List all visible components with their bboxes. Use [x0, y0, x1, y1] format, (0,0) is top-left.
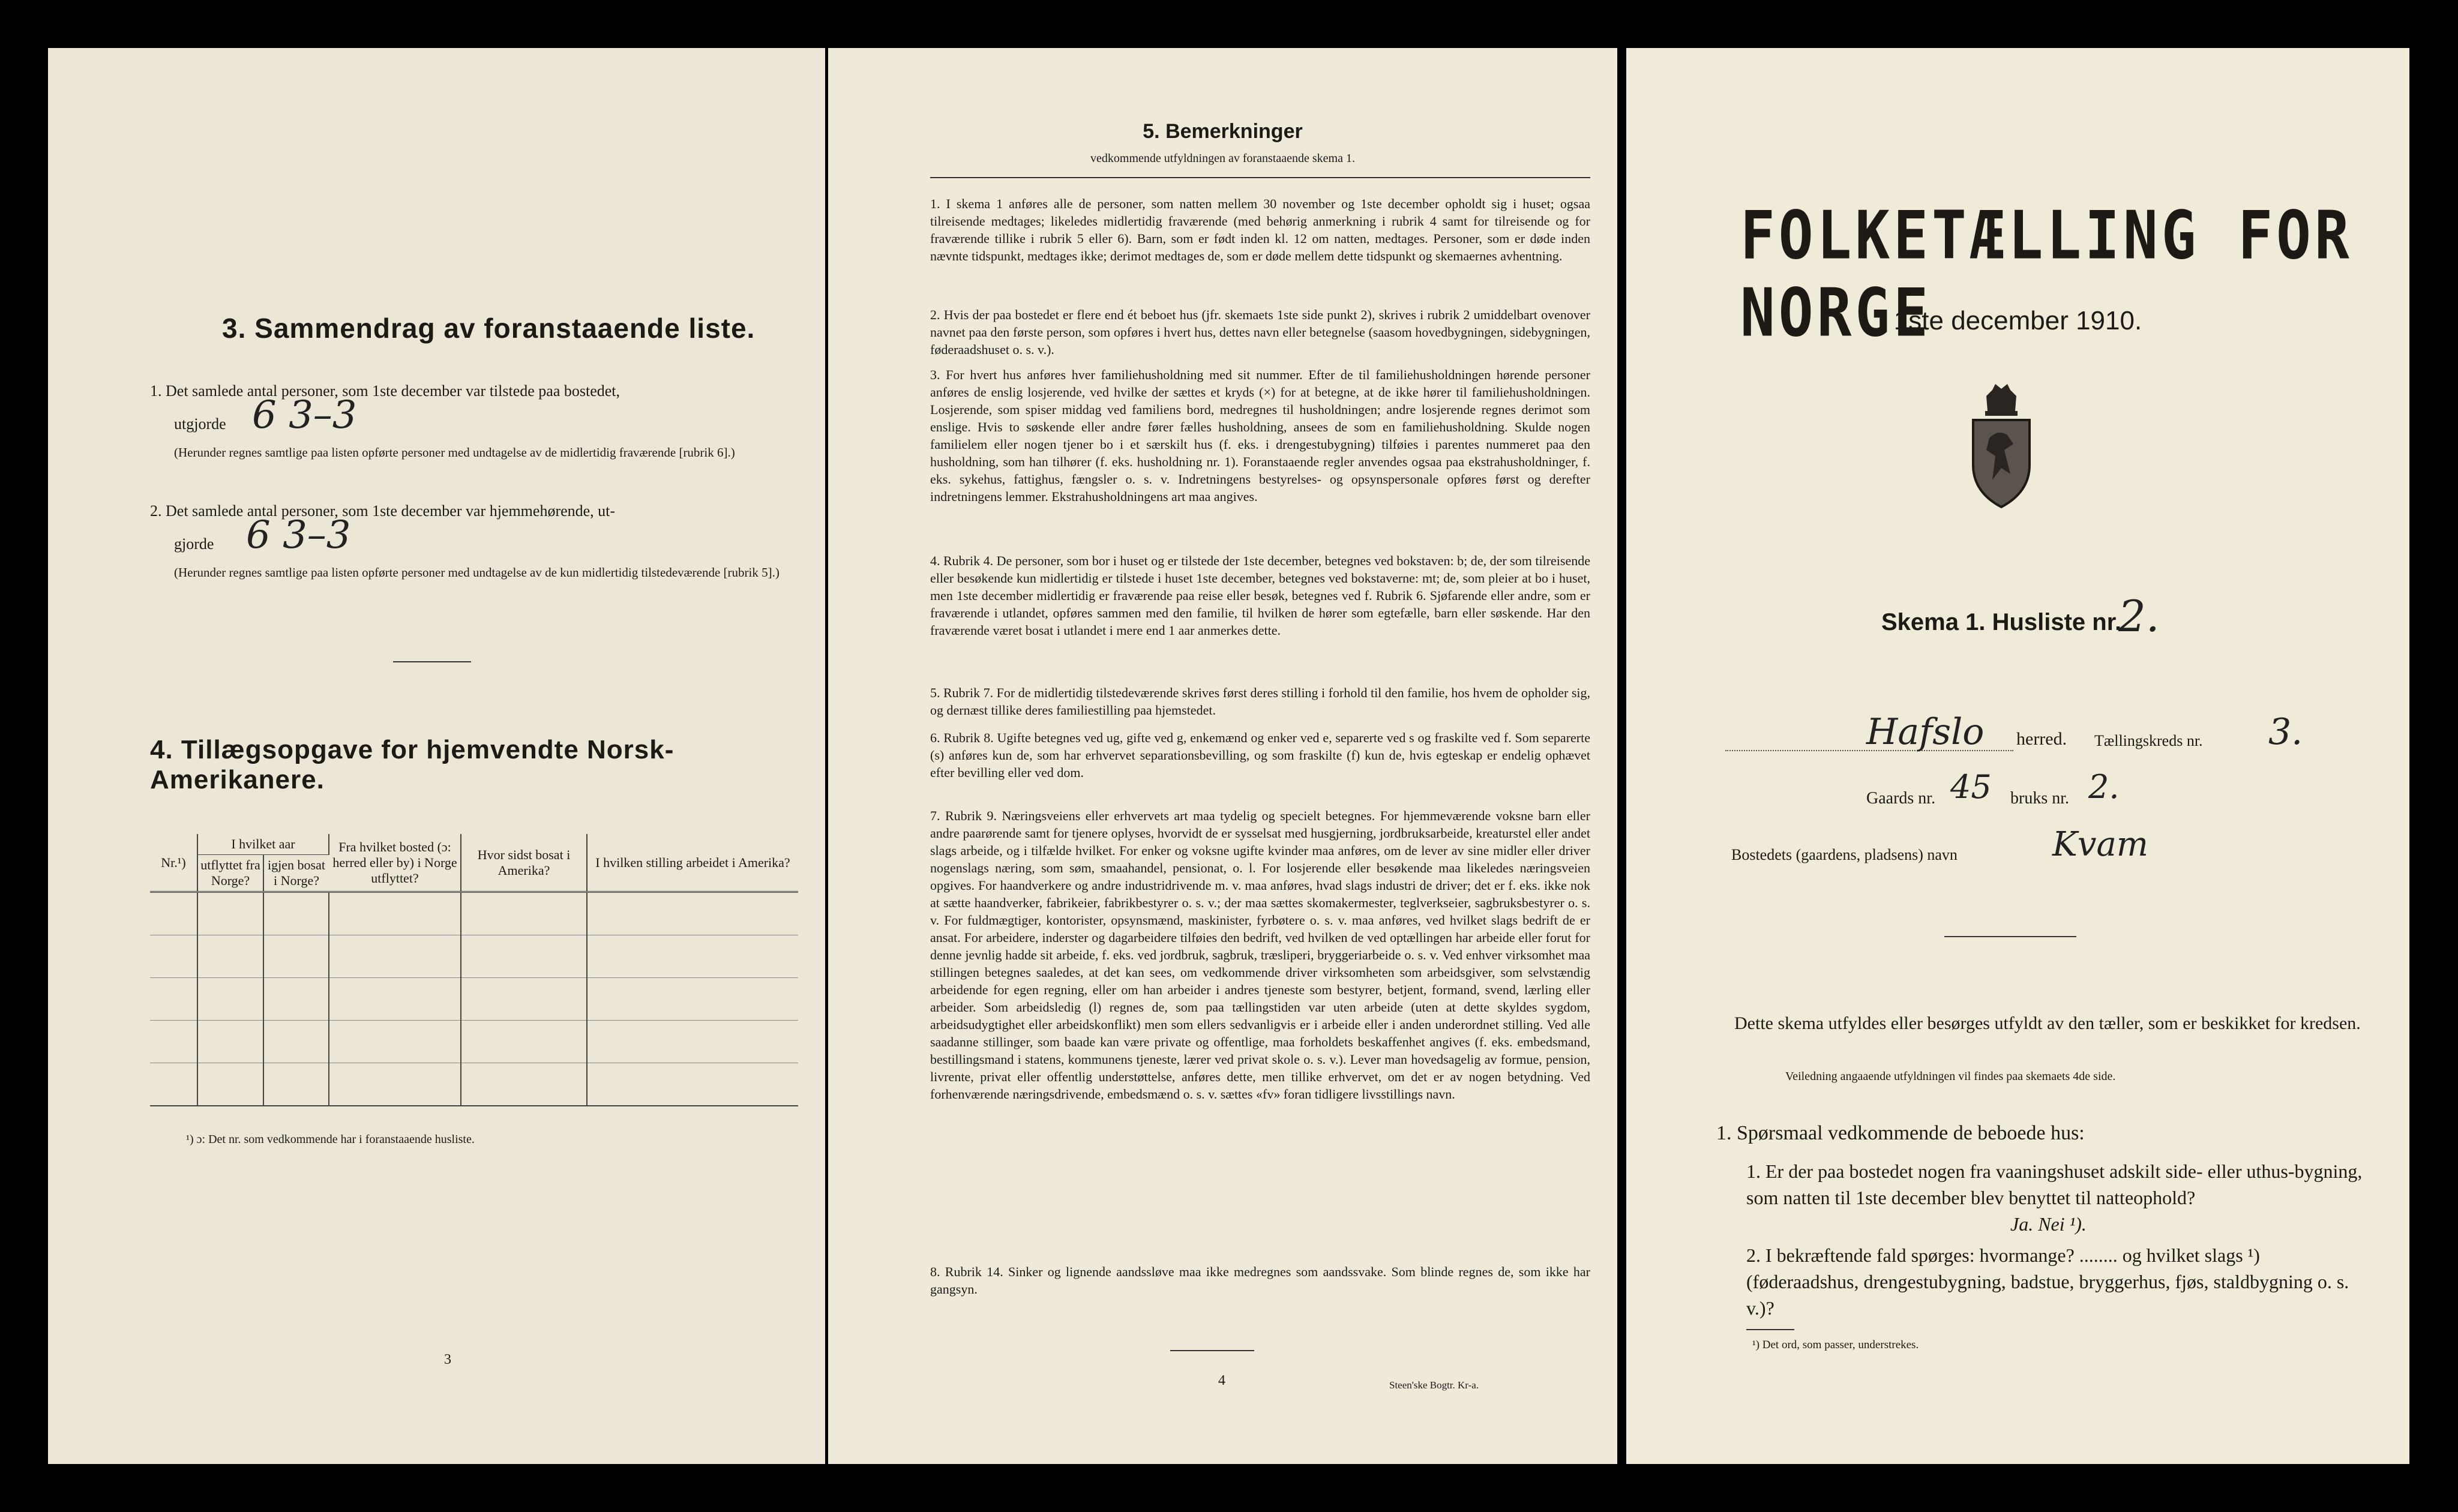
- item2-handwritten-value: 6 3–3: [246, 513, 351, 557]
- gaards-value: 45: [1950, 768, 1992, 806]
- question-1: 1. Er der paa bostedet nogen fra vaaningshuset adskilt side- eller uthus-bygning, som natten til 1ste december blev benyttet til natteophold?: [1746, 1160, 2363, 1208]
- page-middle: [828, 48, 1617, 1464]
- instruction-2: Veiledning angaaende utfyldningen vil findes paa skemaets 4de side.: [1785, 1070, 2116, 1083]
- page-number: 3: [444, 1352, 451, 1367]
- page-number: 4: [1218, 1373, 1225, 1388]
- question-section-title: 1. Spørsmaal vedkommende de beboede hus:: [1716, 1122, 2085, 1144]
- item2-note: (Herunder regnes samtlige paa listen opførte personer med undtagelse av de kun midlertidig tilstedeværende [rubrik 5].): [174, 565, 780, 580]
- note-3: 3. For hvert hus anføres hver familiehusholdning med sit nummer. Efter de til familiehusholdningen hørende personer anføres de enslig losjerende, ved hvilke der sættes et kryds (×) for at betegne, at de ikke hører til familiehusholdningen. Losjerende, som spiser middag ved familiens bord, medregnes til husholdningen; andre losjerende regnes derimot som enslige. Hvis to søskende eller andre fører fælles husholdning, ansees de som en familiehusholdning. Skulde nogen familielem eller nogen tjener bo i et særskilt hus (f. eks. i drengestubygning) tilføies i parentes nummeret paa den husholdning, som han tilhører (f. eks. husholdning nr. 1). Foranstaaende regler anvendes ogsaa paa ekstrahusholdninger, f. eks. sykehus, fattighus, fængsler o. s. v. Indretningens bestyrelses- og opsynspersonale opføres først og derefter indretningens lemmer. Ekstrahusholdningens art maa angives.: [930, 367, 1590, 504]
- note-1: 1. I skema 1 anføres alle de personer, som natten mellem 30 november og 1ste december opholdt sig i huset; ogsaa tilreisende medtages; likeledes midlertidig fraværende (med behørig anmerkning i rubrik 4 samt for tilreisende og for fraværende tillike i rubrik 5 eller 6). Barn, som er født inden kl. 12 om natten, medtages. Personer, som er døde inden nævnte tidspunkt, medtages ikke; derimot medtages de, som er døde mellem dette tidspunkt og skemaernes avhentning.: [930, 196, 1590, 263]
- gaards-label: Gaards nr.: [1866, 789, 1936, 808]
- printer-mark: Steen'ske Bogtr. Kr-a.: [1389, 1379, 1479, 1391]
- note-7: 7. Rubrik 9. Næringsveiens eller erhvervets art maa tydelig og specielt betegnes. For hjemmeværende voksne barn eller andre paarørende samt for tjenere oplyses, hvorvidt de er sysselsat med husgjerning, jordbruksarbeide, kreaturstel eller andet slags arbeide, og i tilfælde hvilket. For enker og voksne ugifte kvinder maa anføres, om de lever av sine midler eller driver nogenslags næring, som søm, smaahandel, pensionat, o. l. For losjerende eller besøkende maa likeledes næringsveien opgives. For haandverkere og andre industridrivende m. v. maa anføres, hvad slags industri de driver; det er f. eks. ikke nok at sætte haandverker, fabrikeier, fabrikbestyrer o. s. v.; der maa sættes skomakermester, teglverkseier, sagbruksbestyrer o. s. v. For fuldmægtiger, kontorister, opsynsmænd, maskinister, fyrbøtere o. s. v. maa anføres, ved hvilket slags bedrift de er ansat. For arbeidere, inderster og dagarbeidere tilføies den bedrift, ved hvilken de ved optællingen har arbeide eller forut for denne jevnlig hadde sit arbeide, f. eks. ved jordbruk, sagbruk, træsliperi, bryggeriarbeide o. s. v. Ved enhver virksomhet maa stillingen betegnes saaledes, at det kan sees, om vedkommende driver virksomheten som arbeidsgiver, som selvstændig arbeidende for egen regning, eller om han arbeider i andres tjeneste som bestyrer, betjent, formand, svend, lærling eller arbeider. Som arbeidsledig (l) regnes de, som paa tællingstiden var uten arbeide (uten at dette skyldes sygdom, arbeidsudygtighet eller arbeidskonflikt) men som ellers sedvanligvis er i arbeide eller i anden underordnet stilling. Ved alle saadanne stillinger, som baade kan være private og offentlige, maa forholdets beskaffenhet angives (f. eks. embedsmand, bestillingsmand i statens, kommunens tjeneste, lærer ved privat skole o. s. v.). Lever man hovedsagelig av formue, pension, livrente, privat eller offentlig understøttelse, anføres dette, men tillike erhvervet, om det er av nogen betydning. Ved forhenværende næringsdrivende, embedsmænd o. s. v. sættes «fv» foran tidligere livsstillings navn.: [930, 808, 1590, 1102]
- item1-lead: utgjorde: [174, 415, 226, 433]
- schema-label: Skema 1. Husliste nr.: [1881, 609, 2122, 635]
- note-5: 5. Rubrik 7. For de midlertidig tilstedeværende skrives først deres stilling i forhold til den familie, hos hvem de opholder sig, og dernæst tillike deres familiestilling paa hjemstedet.: [930, 685, 1590, 718]
- instruction-1: Dette skema utfyldes eller besørges utfyldt av den tæller, som er beskikket for kredsen.: [1734, 1013, 2361, 1033]
- table-row: [150, 978, 798, 1021]
- table-row: [150, 1021, 798, 1063]
- section-4-title: 4. Tillægsopgave for hjemvendte Norsk-Amerikanere.: [150, 735, 675, 794]
- page-right: [1626, 48, 2409, 1464]
- question-1-answer: Ja. Nei ¹).: [2010, 1213, 2087, 1235]
- col-from-header: Fra hvilket bosted (ɔ: herred eller by) i Norge utflyttet?: [329, 834, 461, 892]
- norsk-amerikanere-table: [150, 834, 798, 1106]
- col-nr-header: Nr.¹): [150, 834, 197, 892]
- item2-text: 2. Det samlede antal personer, som 1ste december var hjemmehørende, ut-: [150, 502, 616, 520]
- item1-text: 1. Det samlede antal personer, som 1ste december var tilstede paa bostedet,: [150, 382, 621, 400]
- herred-label: herred.: [2016, 729, 2067, 749]
- note-4: 4. Rubrik 4. De personer, som bor i huset og er tilstede der 1ste december, betegnes ved bokstaven: b; de, der som tilreisende eller besøkende kun midlertidig er tilstede i huset 1ste december, betegnes ved bokstaverne: mt; de, som pleier at bo i huset, men 1ste december midlertidig er fraværende paa reise eller besøk, betegnes ved f. Rubrik 6. Sjøfarende eller andre, som er fraværende i utlandet, opføres sammen med den familie, til hvilken de hører som egtefælle, barn eller søskende. Har den fraværende været bosat i utlandet i mere end 1 aar anmerkes dette.: [930, 553, 1590, 638]
- col-job-header: I hvilken stilling arbeidet i Amerika?: [595, 854, 790, 870]
- footnote: ¹) ɔ: Det nr. som vedkommende har i foranstaaende husliste.: [186, 1133, 475, 1146]
- table-row: [150, 892, 798, 935]
- question-2: 2. I bekræftende fald spørges: hvormange? ........ og hvilket slags ¹) (føderaadshus, drengestubygning, badstue, bryggerhus, fjøs, staldbygning o. s. v.)?: [1746, 1244, 2349, 1319]
- col-emigrated-header: utflyttet fra Norge?: [197, 855, 263, 892]
- form-title: FOLKETÆLLING FOR NORGE: [1740, 197, 2353, 352]
- note-2: 2. Hvis der paa bostedet er flere end ét beboet hus (jfr. skemaets 1ste side punkt 2), skrives i rubrik 2 umiddelbart ovenover navnet paa den første person, som opføres i hvert hus, dettes navn eller betegnelse (saasom hovedbygningen, sidebygningen, føderaadshuset o. s. v.).: [930, 307, 1590, 357]
- remarks-title: 5. Bemerkninger: [1143, 120, 1303, 143]
- page-left: [48, 48, 825, 1464]
- col-returned-header: igjen bosat i Norge?: [263, 855, 329, 892]
- bosted-value: Kvam: [2052, 825, 2148, 864]
- item2-lead: gjorde: [174, 535, 214, 553]
- census-date: 1ste december 1910.: [1893, 306, 2142, 335]
- divider: [1746, 1329, 1794, 1330]
- note-8: 8. Rubrik 14. Sinker og lignende aandssløve maa ikke medregnes som aandssvake. Som blinde regnes de, som ikke har gangsyn.: [930, 1264, 1590, 1297]
- bruks-label: bruks nr.: [2010, 789, 2069, 808]
- footnote: ¹) Det ord, som passer, understrekes.: [1752, 1339, 1919, 1351]
- husliste-nr-value: 2.: [2118, 591, 2160, 641]
- kreds-label: Tællingskreds nr.: [2094, 732, 2203, 749]
- norway-coat-of-arms-icon: [1968, 384, 2034, 513]
- item1-note: (Herunder regnes samtlige paa listen opførte personer med undtagelse av de midlertidig fraværende [rubrik 6].): [174, 445, 735, 460]
- note-6: 6. Rubrik 8. Ugifte betegnes ved ug, gifte ved g, enkemænd og enker ved e, separerte ved s og fraskilte ved f. Som separerte (s) anføres kun de, som har erhvervet separationsbevilling, og som fraskilte (f) kun de, hvis egteskap er endelig ophævet efter bevilling eller ved dom.: [930, 730, 1590, 780]
- col-america-header: Hvor sidst bosat i Amerika?: [461, 834, 587, 892]
- table-row: [150, 1063, 798, 1106]
- bruks-value: 2.: [2088, 768, 2120, 806]
- section-3-title: 3. Sammendrag av foranstaaende liste.: [222, 313, 756, 344]
- divider: [1944, 936, 2076, 937]
- herred-value: Hafslo: [1866, 711, 1985, 753]
- kreds-value: 3.: [2268, 711, 2303, 753]
- divider: [393, 661, 471, 662]
- table-row: [150, 935, 798, 978]
- col-year-group-header: I hvilket aar: [197, 834, 329, 855]
- remarks-subtitle: vedkommende utfyldningen av foranstaaende skema 1.: [1090, 152, 1355, 165]
- bosted-label: Bostedets (gaardens, pladsens) navn: [1731, 846, 1958, 863]
- item1-handwritten-value: 6 3–3: [252, 393, 357, 437]
- divider: [1170, 1350, 1254, 1351]
- divider: [930, 177, 1590, 178]
